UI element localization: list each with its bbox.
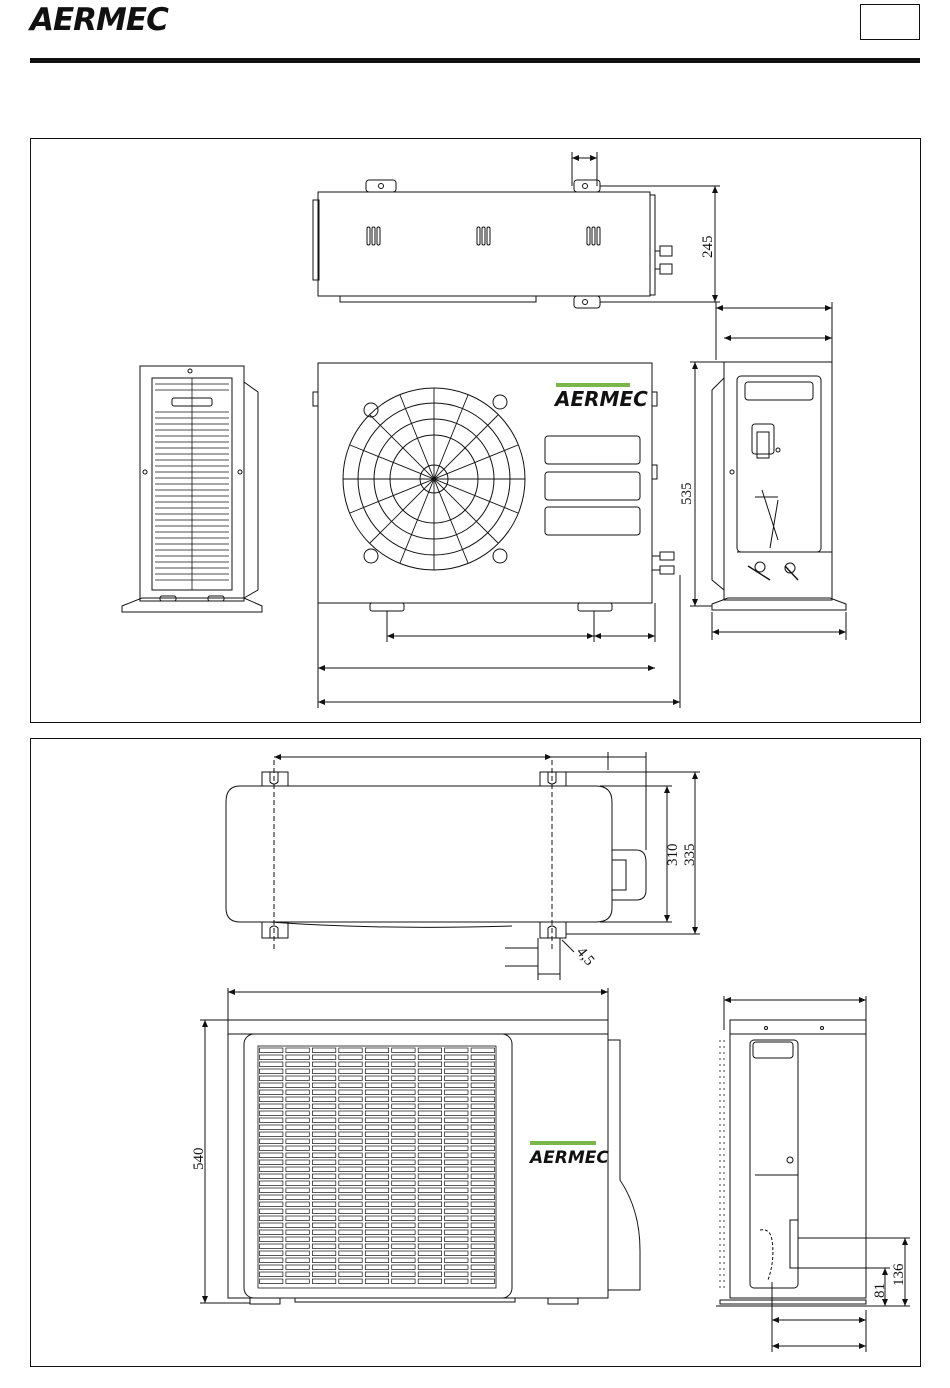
unit-logo-top: AERMEC	[555, 387, 648, 411]
unit-logo-bottom: AERMEC	[530, 1148, 609, 1168]
dim-label-310: 310	[665, 843, 681, 866]
dim-label-4-5: 4,5	[572, 944, 598, 969]
side-view-unit-b	[716, 1020, 870, 1306]
dim-label-335: 335	[682, 843, 698, 866]
dim-label-81: 81	[872, 1283, 888, 1298]
dim-label-535: 535	[679, 482, 695, 505]
top-view-unit-b	[226, 760, 646, 950]
right-side-view	[712, 362, 846, 610]
left-side-view	[122, 366, 262, 612]
aermec-logo: AERMEC	[30, 2, 168, 38]
dim-label-136: 136	[891, 1263, 907, 1286]
top-view-outdoor-unit	[313, 180, 672, 308]
dim-label-540: 540	[191, 1147, 207, 1170]
dim-label-245: 245	[700, 235, 716, 258]
